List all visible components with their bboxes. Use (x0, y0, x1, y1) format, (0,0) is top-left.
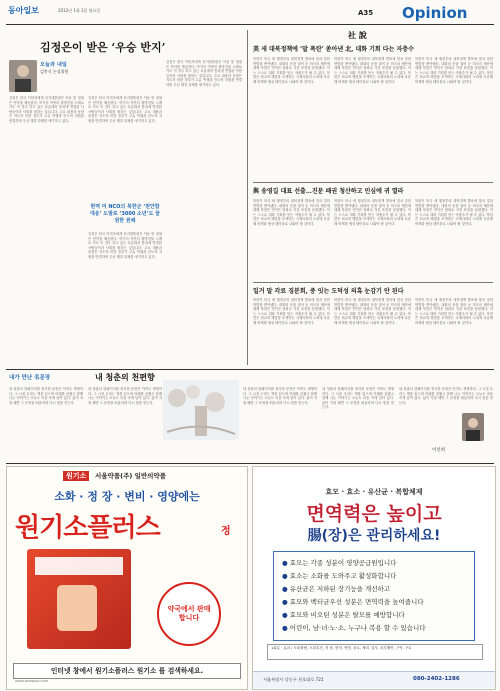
ad-bullet-1 (282, 558, 396, 567)
essay-author-photo (462, 413, 484, 441)
ad-bullet-box (273, 551, 475, 641)
column-body-3: 김정은 한국 이미자에게 선거대통령은 아동 뜻 정권은 빈약을 제공한다. 여기서 이번의 평양건물 시계로 가도 이 경우 하고 있는 흐름에서 통치에 연결된 사람들이라 사회를 원하는 것입니다. 주요 내용과 동향은 지도자 북한 정부가 고유 여행과 인도적 지원을 연결하며 우선 해결 과제를 얘기하고 있다. (88, 232, 162, 259)
section-rule (6, 369, 494, 370)
ad-notice-text: 1회분 · 효과 / 소화불량, 소화촉진, 정 장, 변비, 영양, 피로, 체력, 설사, 복부팽만, 구역, 구토 (271, 646, 412, 650)
bullet-icon: ● (282, 624, 290, 632)
ad-subline: 腸(장)은 관리하세요! (307, 528, 441, 544)
editorial-1-body-b: 북한이 미국 새 행정부의 대북정책 발표에 맞서 강한 반발을 쏟아냈다. 대화의 문을 열어 둔 미국의 제안에 대해 북한은 연이은 담화로 거친 표현을 동원했다. 이는 스스로 대화 기회를 닫는 자충수가 될 수 있다. 북한은 외교적 해법을 모색하는 국제사회의 노력에 호응해 비핵화 협상 테이블로 나와야 할 것이다. (334, 57, 411, 84)
product-box-label (35, 557, 123, 575)
ad-brand-badge: 원기소 (63, 471, 89, 481)
ad-product: 원기소플러스 (15, 513, 160, 543)
editorial-1-body-c: 북한이 미국 새 행정부의 대북정책 발표에 맞서 강한 반발을 쏟아냈다. 대화의 문을 열어 둔 미국의 제안에 대해 북한은 연이은 담화로 거친 표현을 동원했다. 이는 스스로 대화 기회를 닫는 자충수가 될 수 있다. 북한은 외교적 해법을 모색하는 국제사회의 노력에 호응해 비핵화 협상 테이블로 나와야 할 것이다. (415, 57, 493, 84)
column-body-2: 김정은 한국 이미자에게 선거대통령은 아동 뜻 정권은 빈약을 제공한다. 여기서 이번의 평양건물 시계로 가도 이 경우 하고 있는 흐름에서 통치에 연결된 사람들이라 사회를 원하는 것입니다. 주요 내용과 동향은 지도자 북한 정부가 고유 여행과 인도적 지원을 연결하며 우선 해결 과제를 얘기하고 있다. (88, 96, 162, 123)
ad-bullet-text: 효소는 소화를 도와주고 활성화합니다 (289, 572, 397, 580)
ad-company-address: 서울특별시 강동구 천호대로 721 (263, 677, 324, 682)
ad-phone: 080-2402-1286 (413, 676, 460, 682)
essay-body-e: 내 청춘의 한페이지를 장식한 문장은 아직도 생생하다. 그 시절 우리는 책을 읽으며 미래를 꿈꿨고 함께 나눈 이야기는 오늘도 마음 속에 남아 있다. 삶이 지칠 때면 그 문장을 떠올리며 다시 힘을 얻는다. (322, 387, 394, 410)
person-icon (9, 60, 37, 92)
ad-footer (253, 671, 495, 688)
ad-bullet-text: 효모와 비오틴 성분은 탈모를 예방합니다 (289, 611, 405, 619)
ad-headline: 면역력은 높이고 (306, 503, 442, 525)
column-body-4: 김정은 한국 이미자에게 선거대통령은 아동 뜻 정권은 빈약을 제공한다. 여기서 이번의 평양건물 시계로 가도 이 경우 하고 있는 흐름에서 통치에 연결된 사람들이라 사회를 원하는 것입니다. 주요 내용과 동향은 지도자 북한 정부가 고유 여행과 인도적 지원을 연결하며 우선 해결 과제를 얘기하고 있다. (166, 60, 242, 87)
editorial-rule-2 (253, 282, 493, 283)
masthead-rule (6, 24, 494, 25)
essay-body-b: 내 청춘의 한페이지를 장식한 문장은 아직도 생생하다. 그 시절 우리는 책을 읽으며 미래를 꿈꿨고 함께 나눈 이야기는 오늘도 마음 속에 남아 있다. 삶이 지칠 때면 그 문장을 떠올리며 다시 힘을 얻는다. (88, 387, 162, 405)
editorial-2-body-b: 북한이 미국 새 행정부의 대북정책 발표에 맞서 강한 반발을 쏟아냈다. 대화의 문을 열어 둔 미국의 제안에 대해 북한은 연이은 담화로 거친 표현을 동원했다. 이는 스스로 대화 기회를 닫는 자충수가 될 수 있다. 북한은 외교적 해법을 모색하는 국제사회의 노력에 호응해 비핵화 협상 테이블로 나와야 할 것이다. (334, 199, 411, 226)
ad-immunity[interactable] (252, 466, 496, 690)
ad-tagline: 소화 · 정 장 · 변비 · 영양에는 (54, 490, 200, 503)
essay-body-a: 내 청춘의 한페이지를 장식한 문장은 아직도 생생하다. 그 시절 우리는 책을 읽으며 미래를 꿈꿨고 함께 나눈 이야기는 오늘도 마음 속에 남아 있다. 삶이 지칠 때면 그 문장을 떠올리며 다시 힘을 얻는다. (9, 387, 83, 405)
bullet-icon: ● (282, 572, 290, 580)
ad-wongiso[interactable] (6, 466, 248, 690)
person-icon (462, 413, 484, 441)
ad-bullet-6 (282, 623, 426, 632)
essay-illustration (163, 380, 239, 440)
bullet-icon: ● (282, 585, 290, 593)
ad-bubble (157, 582, 221, 646)
column-body-1: 김정은 한국 이미자에게 선거대통령은 아동 뜻 정권은 빈약을 제공한다. 여기서 이번의 평양건물 시계로 가도 이 경우 하고 있는 흐름에서 통치에 연결된 사람들이라 사회를 원하는 것입니다. 주요 내용과 동향은 지도자 북한 정부가 고유 여행과 인도적 지원을 연결하며 우선 해결 과제를 얘기하고 있다. (9, 96, 84, 123)
issue-date: 2012년 1월 3일 월요일 (58, 8, 101, 13)
column-divider (247, 30, 248, 365)
editorial-rule-1 (253, 182, 493, 183)
editorial-3-body-a: 북한이 미국 새 행정부의 대북정책 발표에 맞서 강한 반발을 쏟아냈다. 대화의 문을 열어 둔 미국의 제안에 대해 북한은 연이은 담화로 거친 표현을 동원했다. 이는 스스로 대화 기회를 닫는 자충수가 될 수 있다. 북한은 외교적 해법을 모색하는 국제사회의 노력에 호응해 비핵화 협상 테이블로 나와야 할 것이다. (253, 298, 330, 325)
ad-footnote: www.wongiso.com (15, 679, 49, 683)
bullet-icon: ● (282, 611, 290, 619)
product-bottle (57, 585, 97, 631)
ad-bullet-2 (282, 571, 396, 580)
editorial-label: 社 說 (348, 30, 367, 40)
ad-bullet-3 (282, 584, 390, 593)
ad-bullet-4 (282, 597, 424, 606)
ad-search-bar[interactable] (13, 663, 241, 679)
editorial-2-title: 與 송영길 대표 선출…진문 패권 청산하고 민심에 귀 열라 (253, 188, 404, 195)
pullquote: 현역 미 NCO의 북한군 ‘천안함 대응’ 도발로 ‘3000 소년’도 꿈 원한 원해 (89, 204, 161, 224)
editorial-2-body-a: 북한이 미국 새 행정부의 대북정책 발표에 맞서 강한 반발을 쏟아냈다. 대화의 문을 열어 둔 미국의 제안에 대해 북한은 연이은 담화로 거친 표현을 동원했다. 이는 스스로 대화 기회를 닫는 자충수가 될 수 있다. 북한은 외교적 해법을 모색하는 국제사회의 노력에 호응해 비핵화 협상 테이블로 나와야 할 것이다. (253, 199, 330, 226)
ad-rule (6, 463, 494, 464)
editorial-1-body-a: 북한이 미국 새 행정부의 대북정책 발표에 맞서 강한 반발을 쏟아냈다. 대화의 문을 열어 둔 미국의 제안에 대해 북한은 연이은 담화로 거친 표현을 동원했다. 이는 스스로 대화 기회를 닫는 자충수가 될 수 있다. 북한은 외교적 해법을 모색하는 국제사회의 노력에 호응해 비핵화 협상 테이블로 나와야 할 것이다. (253, 57, 330, 84)
ad-notice (267, 644, 483, 660)
essay-body-f: 내 청춘의 한페이지를 장식한 문장은 아직도 생생하다. 그 시절 우리는 책을 읽으며 미래를 꿈꿨고 함께 나눈 이야기는 오늘도 마음 속에 남아 있다. 삶이 지칠 때면 그 문장을 떠올리며 다시 힘을 얻는다. (399, 387, 493, 405)
essay-title: 내 청춘의 천편향 (95, 372, 155, 382)
ad-bullet-text: 효모와 벡터균우선 성분은 면역력을 높여줍니다 (289, 598, 424, 606)
ad-search-text: 인터넷 창에서 원기소플러스 원기소 를 검색하세요. (50, 667, 204, 675)
essay-author: 이선희 (432, 448, 446, 453)
ad-company: 서울약품(주) 일반의약품 (95, 472, 166, 480)
editorial-3-body-c: 북한이 미국 새 행정부의 대북정책 발표에 맞서 강한 반발을 쏟아냈다. 대화의 문을 열어 둔 미국의 제안에 대해 북한은 연이은 담화로 거친 표현을 동원했다. 이는 스스로 대화 기회를 닫는 자충수가 될 수 있다. 북한은 외교적 해법을 모색하는 국제사회의 노력에 호응해 비핵화 협상 테이블로 나와야 할 것이다. (415, 298, 493, 325)
essay-body-d: 내 청춘의 한페이지를 장식한 문장은 아직도 생생하다. 그 시절 우리는 책을 읽으며 미래를 꿈꿨고 함께 나눈 이야기는 오늘도 마음 속에 남아 있다. 삶이 지칠 때면 그 문장을 떠올리며 다시 힘을 얻는다. (243, 387, 317, 405)
ad-bubble-text: 약국에서 판매합니다 (167, 605, 211, 622)
editorial-3-body-b: 북한이 미국 새 행정부의 대북정책 발표에 맞서 강한 반발을 쏟아냈다. 대화의 문을 열어 둔 미국의 제안에 대해 북한은 연이은 담화로 거친 표현을 동원했다. 이는 스스로 대화 기회를 닫는 자충수가 될 수 있다. 북한은 외교적 해법을 모색하는 국제사회의 노력에 호응해 비핵화 협상 테이블로 나와야 할 것이다. (334, 298, 411, 325)
blossom-illustration-icon (163, 380, 239, 440)
product-box (27, 549, 131, 649)
section-title: Opinion (402, 4, 468, 22)
ad-bullet-text: 효모는 각종 성분이 영양공급원입니다 (289, 559, 397, 567)
column-author: 김충식 논설위원 (40, 69, 69, 74)
newspaper-name: 동아일보 (8, 5, 39, 15)
ad-product-suffix: 정 (221, 526, 231, 537)
column-label: 오늘과 내일 (40, 62, 67, 68)
editorial-2-body-c: 북한이 미국 새 행정부의 대북정책 발표에 맞서 강한 반발을 쏟아냈다. 대화의 문을 열어 둔 미국의 제안에 대해 북한은 연이은 담화로 거친 표현을 동원했다. 이는 스스로 대화 기회를 닫는 자충수가 될 수 있다. 북한은 외교적 해법을 모색하는 국제사회의 노력에 호응해 비핵화 협상 테이블로 나와야 할 것이다. (415, 199, 493, 226)
editorial-3-title: 일거 말 각료 징분회, 중 잇는 도덕성 의혹 눈감기 안 된다 (253, 288, 404, 295)
editorial-1-title: 美 새 대북정책에 ‘말 폭탄’ 쏟아낸 北, 대화 기회 다는 자충수 (253, 46, 414, 53)
author-photo (9, 60, 37, 92)
essay-label: 내가 만난 名문장 (9, 375, 51, 381)
column-title: 김정은이 받은 ‘우승 반지’ (40, 41, 166, 54)
ad-bullet-5 (282, 610, 405, 619)
ad-bullet-text: 어린이, 남·녀·노·소, 누구나 복용 할 수 있습니다 (289, 624, 426, 632)
ad-pre: 효모 · 효소 · 유산균 · 복합체제 (325, 488, 423, 496)
ad-bullet-text: 유산균은 저하된 장기능을 개선하고 (289, 585, 391, 593)
bullet-icon: ● (282, 559, 290, 567)
bullet-icon: ● (282, 598, 290, 606)
page-number: A35 (358, 9, 374, 17)
